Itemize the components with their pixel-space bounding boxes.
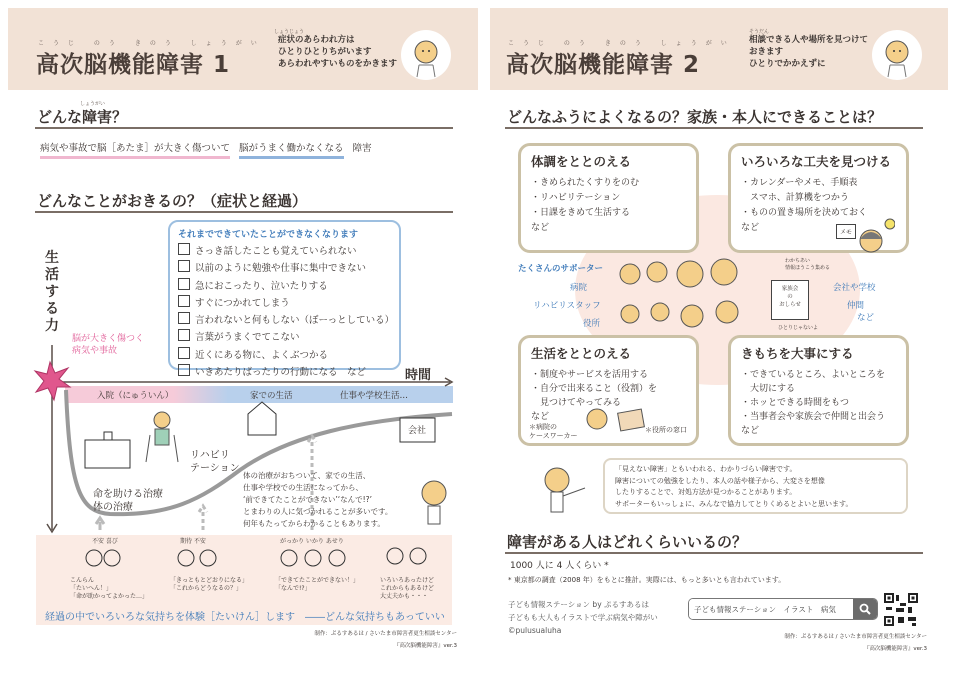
search-input[interactable] <box>689 599 853 619</box>
caseworker-line: ケースワーカー <box>529 432 578 440</box>
checklist-item[interactable]: 急におこったり、泣いたりする <box>178 278 391 295</box>
caseworker-label <box>529 423 578 441</box>
divider <box>505 127 923 129</box>
feeling-group <box>170 538 260 593</box>
prevalence: 1000 人に 4 人くらい * <box>510 561 609 571</box>
tip-box <box>728 335 909 446</box>
explanation-line: 体の治療がおちついて、家での生活、 <box>243 471 371 480</box>
company-label: 会社 <box>408 426 427 436</box>
feeling-quote: 「たいへん！」 <box>70 585 113 592</box>
note-line: 相談できる人や場所を見つけて <box>749 35 869 45</box>
checklist-title: それまでできていたことができなくなります <box>178 230 359 240</box>
mascot-icon <box>872 30 922 80</box>
feeling-quote: 「これからどうなるの？」 <box>170 585 243 592</box>
divider <box>35 211 453 213</box>
note-line: ひとりでかかえずに <box>749 59 826 69</box>
checklist-item[interactable]: すぐにつかれてしまう <box>178 295 391 312</box>
page-title: 高次脳機能障害 1 <box>36 52 231 78</box>
feeling-quote: 「きっともとどおりになる」 <box>170 577 249 584</box>
tip-item: スマホ、計算機をつかう <box>741 193 849 203</box>
y-axis-label: 生活する力 <box>45 250 59 334</box>
definition-part: 病気や事故で脳［あたま］が大きく傷ついて <box>40 143 230 159</box>
explanation <box>243 470 392 530</box>
tip-item: など <box>531 412 550 422</box>
divider <box>35 127 453 129</box>
page-title: 高次脳機能障害 2 <box>506 52 701 78</box>
rehab-line: リハビリ <box>190 450 230 461</box>
checklist-item[interactable]: さっき話したことも覚えていられない <box>178 243 391 260</box>
tip-item: ・カレンダーやメモ、手順表 <box>741 178 858 188</box>
supporter-label: 病院 <box>570 283 588 293</box>
tip-item: ・できているところ、よいところを <box>741 370 886 380</box>
supporter-label: など <box>857 313 875 323</box>
mascot-icon <box>401 30 451 80</box>
faces-icon <box>70 546 130 574</box>
poster-text: わかちあい <box>785 258 811 264</box>
supporter-label: 仲間 <box>847 301 865 311</box>
treatment-label <box>93 488 163 514</box>
avatar <box>872 30 922 80</box>
mascot-icon <box>535 462 605 514</box>
feeling-group <box>380 546 450 601</box>
feeling-quote: こんらん <box>70 577 95 584</box>
tip-title: きもちを大事にする <box>741 346 854 361</box>
divider <box>505 552 923 554</box>
injury-line: 病気や事故 <box>72 346 118 356</box>
note-line: ひとりひとりちがいます <box>278 47 372 57</box>
explanation-bubble <box>603 458 908 514</box>
injury-line: 脳が大きく傷つく <box>72 334 145 344</box>
checklist-item[interactable]: いきあたりばったりの行動になる など <box>178 364 391 381</box>
x-axis-label: 時間 <box>405 368 432 383</box>
title-ruby: こうじ のう きのう しょうがい <box>38 40 266 47</box>
person-idea-icon <box>855 218 895 254</box>
feeling-group <box>275 538 375 593</box>
tip-title: 体調をととのえる <box>531 154 632 169</box>
credit <box>314 629 457 649</box>
note-line: あらわれやすいものをかきます <box>278 59 398 69</box>
tip-item: ・ホッとできる時間をもつ <box>741 398 850 408</box>
explanation-line: 仕事や学校での生活になってから、 <box>243 483 363 492</box>
search-box[interactable] <box>688 598 878 620</box>
credit-line: 『高次脳機能障害』ver.3 <box>863 646 927 652</box>
phase-label: 入院（にゅういん） <box>97 391 174 401</box>
poster-bottom: ひとりじゃないよ <box>778 325 819 331</box>
poster-text: 家族会 <box>781 286 799 292</box>
tip-title: いろいろな工夫を見つける <box>741 154 892 169</box>
explanation-line: 何年もたってからわかることもあります。 <box>243 519 385 528</box>
feeling-quote: いろいろあったけど <box>380 577 434 584</box>
checklist-item[interactable]: 近くにある物に、よくぶつかる <box>178 347 391 364</box>
caseworker-icon <box>585 405 645 437</box>
feelings-caption: 経過の中でいろいろな気持ちを体験［たいけん］します ――どんな気持ちもあっていい <box>45 612 445 623</box>
section-heading: どんな障害？ <box>37 108 128 126</box>
ruby: しょうがい <box>80 101 106 107</box>
checklist-item[interactable]: 以前のように勉強や仕事に集中できない <box>178 260 391 277</box>
bubble-line: したりすることで、対処方法が見つかることがあります。 <box>615 488 797 496</box>
feeling-quote: これからもあるけど <box>380 585 435 592</box>
checklist-item[interactable]: 言われないと何もしない（ぼーっとしている） <box>178 312 391 329</box>
caseworker-line: ＊病院の <box>529 423 557 431</box>
rehab-line: テーション <box>190 463 240 474</box>
poster-top <box>785 258 830 272</box>
feeling-labels: がっかり いかり あせり <box>280 538 344 545</box>
qr-code[interactable] <box>884 593 918 626</box>
treatment-line: 命を助ける治療 <box>93 489 163 500</box>
poster-text: 情報ほうこう集める <box>785 265 831 271</box>
credit-line: 制作：ぷるすあるは / さいたま市障害者更生相談センター <box>784 634 927 640</box>
memo-note: メモ <box>836 224 856 239</box>
poster-text: おしらせ <box>779 302 801 308</box>
note-line: おきます <box>749 47 784 57</box>
poster-text: の <box>787 294 793 300</box>
footer-line: ©pulusualuha <box>508 626 562 635</box>
tip-item: ・自分で出来ること（役割）を <box>531 384 658 394</box>
house-icon <box>248 402 276 435</box>
tip-item: ・ものの置き場所を決めておく <box>741 208 868 218</box>
tip-item: ・リハビリテーション <box>531 193 621 203</box>
faces-icon <box>380 546 440 574</box>
note-ruby: しょうじょう <box>274 29 305 35</box>
checklist-item[interactable]: 言葉がうまくでてこない <box>178 329 391 346</box>
section-heading: 障害がある人はどれくらいいるの？ <box>507 533 748 551</box>
tip-box <box>518 143 699 253</box>
header-note <box>278 34 397 70</box>
title-ruby: こうじ のう きのう しょうがい <box>508 40 736 47</box>
feeling-labels: 期待 不安 <box>180 538 206 545</box>
supporters-faces-icon <box>612 252 762 337</box>
tip-item: 大切にする <box>741 384 796 394</box>
search-icon <box>859 603 871 615</box>
mascot-icon <box>422 481 446 524</box>
faces-icon <box>275 546 355 574</box>
tip-item: ・当事者会や家族会で仲間と出会う <box>741 412 886 422</box>
feeling-quote: 「命が助かってよかった…」 <box>70 593 149 600</box>
explanation-line: とまわりの人に気づかれることが多いです。 <box>243 507 393 516</box>
tip-item: ・制度やサービスを活用する <box>531 370 649 380</box>
section-heading: どんなことがおきるの？（症状と経過） <box>37 192 308 210</box>
footer-line: 子ども情報ステーション by ぷるすあるは <box>508 600 650 609</box>
prevalence-note: * 東京都の調査（2008 年）をもとに推計。実際には、もっと多いとも言われています。 <box>508 576 786 584</box>
section-heading: どんなふうによくなるの？家族・本人にできることは？ <box>507 108 883 126</box>
note-ruby: そうだん <box>749 29 770 35</box>
phase-label: 仕事や学校生活… <box>340 391 409 401</box>
feeling-labels: 不安 喜び <box>92 538 118 545</box>
feeling-quote: 大丈夫かも・・・ <box>380 593 429 600</box>
supporter-label: 役所 <box>583 319 601 329</box>
tip-title: 生活をととのえる <box>531 346 632 361</box>
avatar <box>401 30 451 80</box>
footer-info <box>508 598 658 637</box>
faces-icon <box>170 546 230 574</box>
tip-item: など <box>741 223 760 233</box>
supporter-label: リハビリスタッフ <box>533 301 601 311</box>
treatment-line: 体の治療 <box>93 502 133 513</box>
family-meeting-poster <box>771 280 809 320</box>
rehab-person-icon <box>146 412 178 462</box>
window-label: ＊役所の窓口 <box>645 426 687 434</box>
definition-part: 障害 <box>352 143 372 154</box>
tip-item: ・日課をきめて生活する <box>531 208 631 218</box>
tip-item: ・きめられたくすりをのむ <box>531 178 640 188</box>
hospital-icon <box>85 432 130 468</box>
search-button[interactable] <box>853 599 877 619</box>
footer-line: 子どもも大人もイラストで学ぶ病気や障がい <box>508 613 658 622</box>
definition <box>40 140 372 154</box>
supporter-label: 会社や学校 <box>833 283 876 293</box>
feeling-group <box>70 538 160 601</box>
explanation-line: ‘前できてたことができない’‘なんで!?’ <box>243 495 373 504</box>
tip-item: など <box>741 426 760 436</box>
credit-line: 制作：ぷるすあるは / さいたま市障害者更生相談センター <box>314 631 457 637</box>
header-note <box>749 34 868 70</box>
bubble-line: 「見えない障害」ともいわれる、わかりづらい障害です。 <box>615 465 797 473</box>
bubble-line: 障害についての勉強をしたり、本人の話や様子から、大変さを想像 <box>615 476 825 485</box>
note-line: 症状のあらわれ方は <box>278 35 355 45</box>
tip-item: など <box>531 223 550 233</box>
tip-item: 見つけてやってみる <box>531 398 622 408</box>
phase-label: 家での生活 <box>250 391 293 401</box>
definition-part: 脳がうまく働かなくなる <box>239 143 344 159</box>
feeling-quote: 「できてたことができない！」 <box>275 577 360 584</box>
credit-line: 『高次脳機能障害』ver.3 <box>393 643 457 649</box>
rehab-label <box>190 449 240 475</box>
bubble-line: サポーターもいっしょに、みんなで協力してとりくめるとよいと思います。 <box>615 499 853 508</box>
credit <box>784 632 927 652</box>
supporters-title: たくさんのサポーター <box>518 264 604 274</box>
feeling-quote: 「なんで!?」 <box>275 585 311 592</box>
